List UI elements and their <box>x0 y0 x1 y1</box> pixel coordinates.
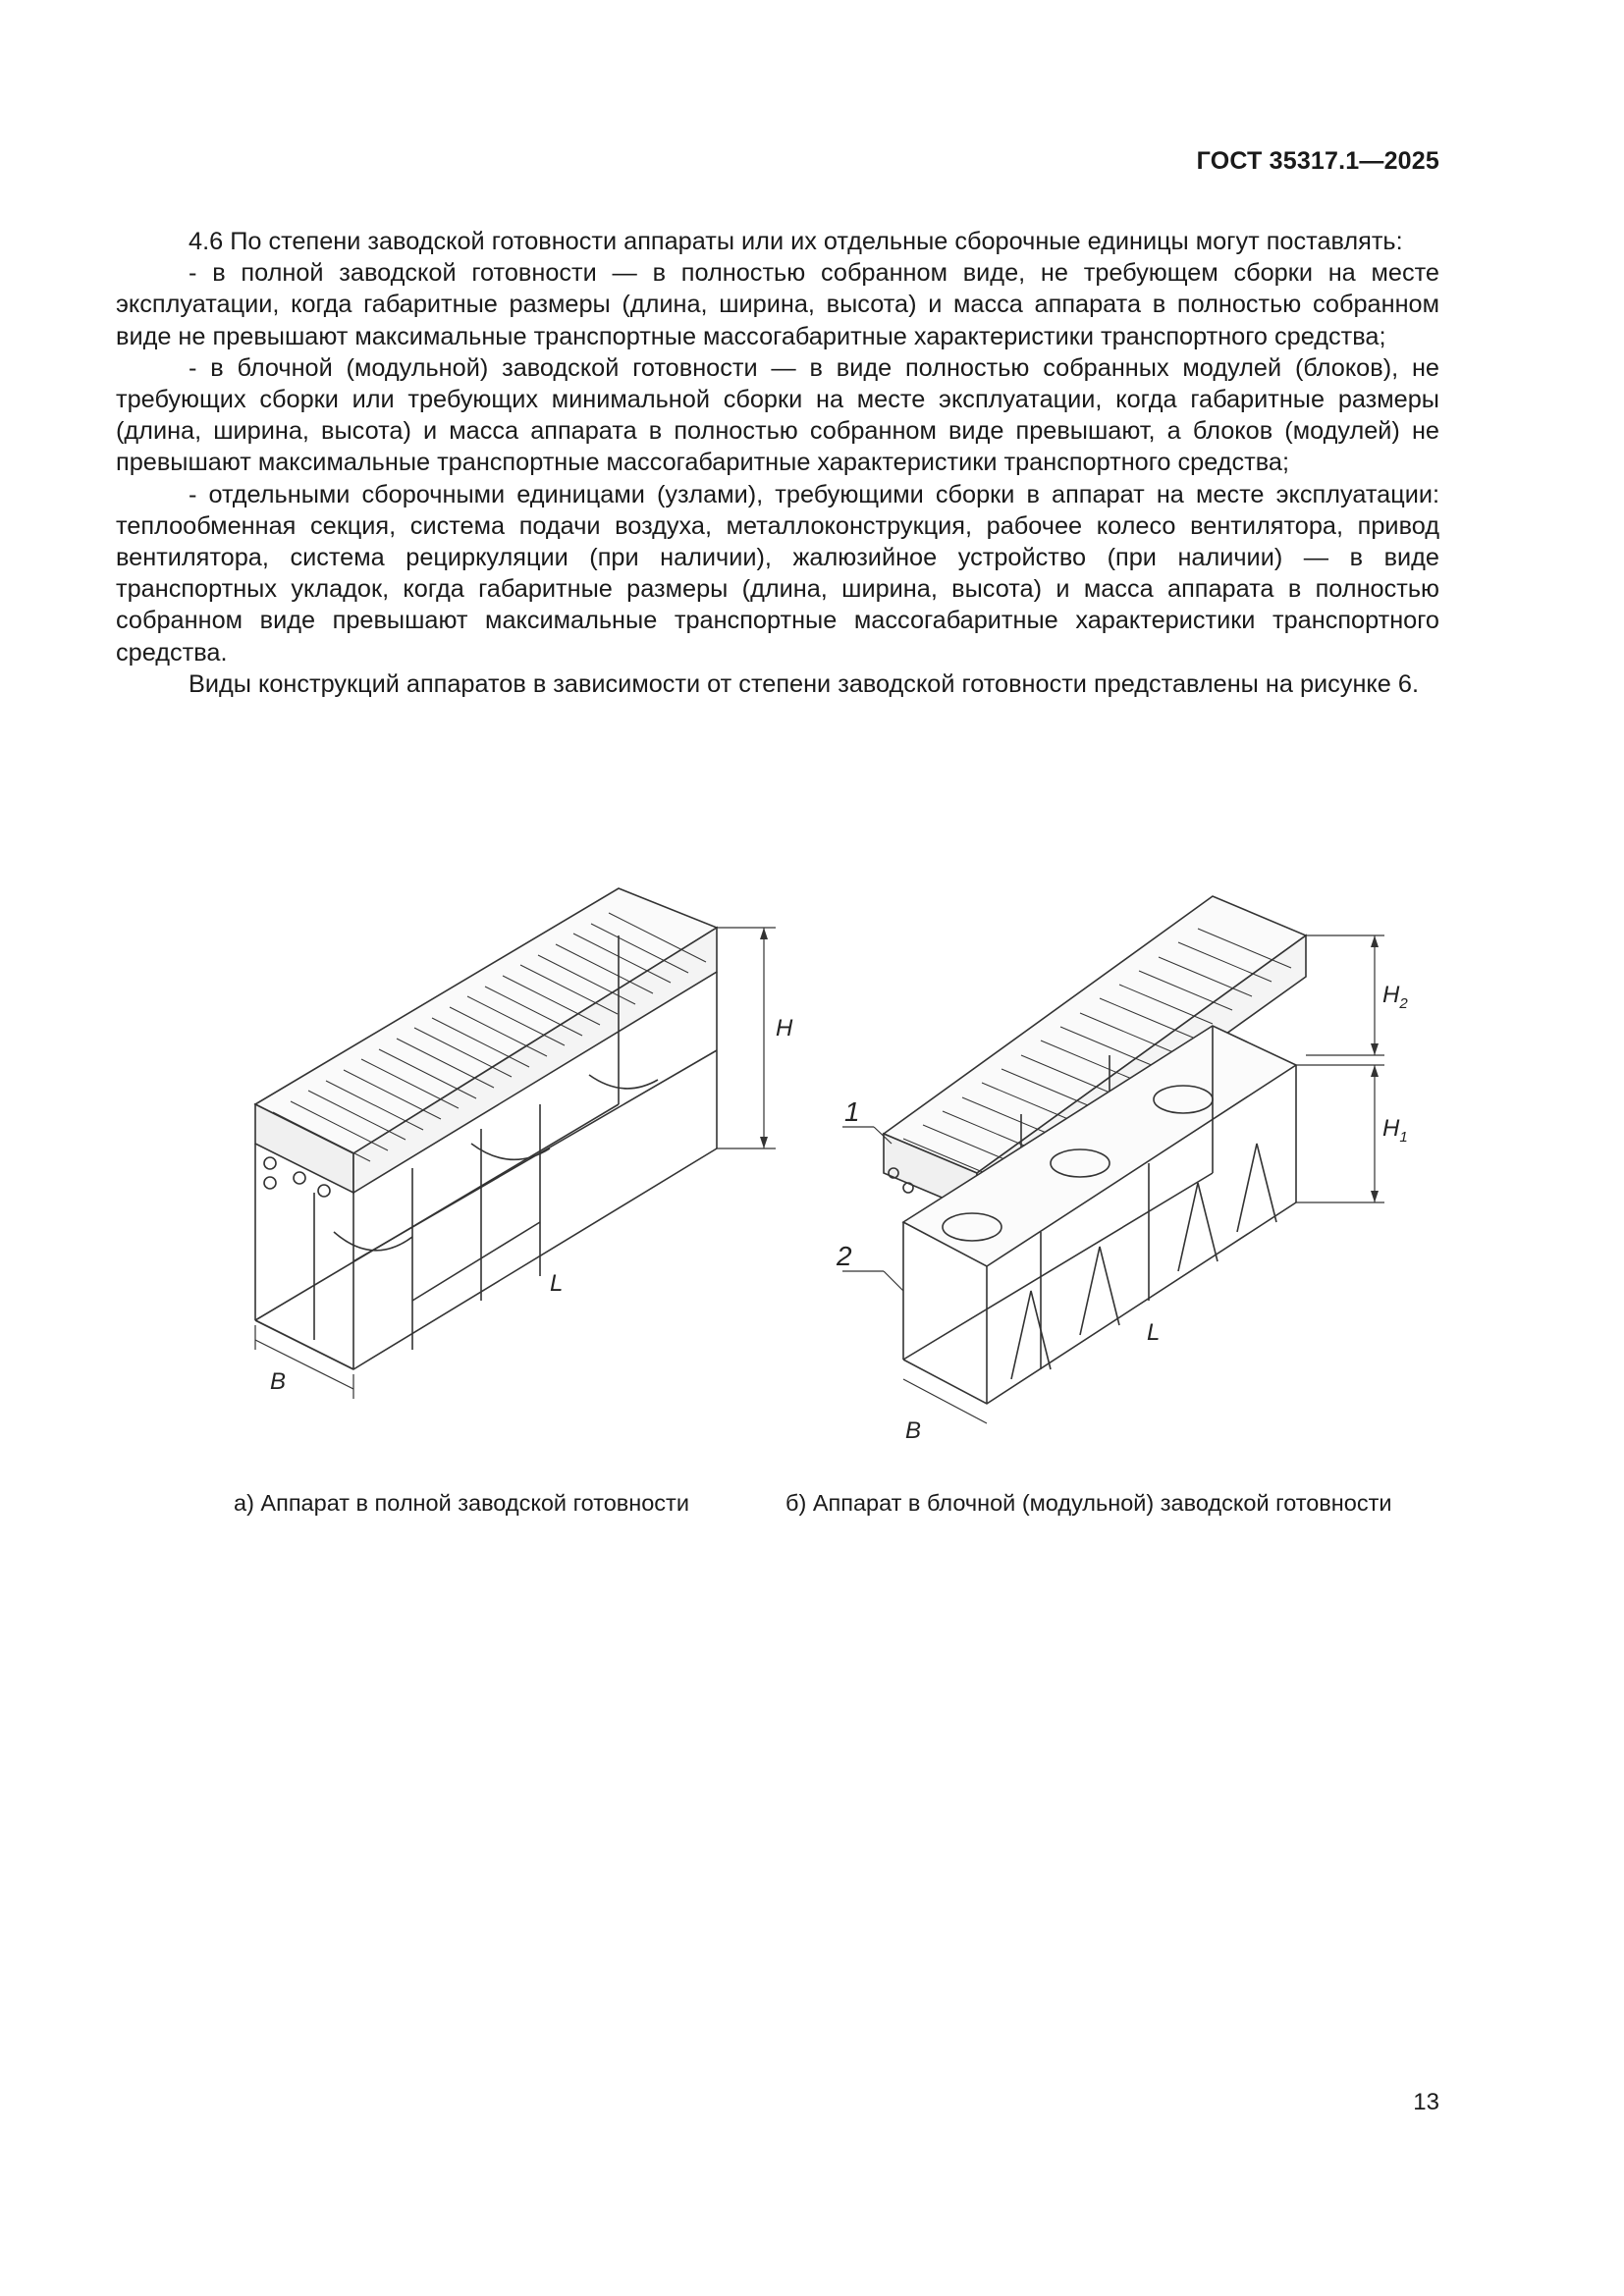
drawing-full-readiness <box>226 879 835 1428</box>
dimension-label-h1: $H_1$ <box>1382 1115 1408 1146</box>
callout-1: 1 <box>844 1096 860 1127</box>
figure-6 <box>226 879 1443 1468</box>
dimension-label-b-modular: B <box>905 1417 922 1444</box>
callout-2: 2 <box>837 1241 852 1271</box>
drawing-modular-readiness <box>815 879 1424 1444</box>
caption-modular-readiness: б) Аппарат в блочной (модульной) заводской готовности <box>785 1490 1392 1516</box>
paragraph-full-readiness: - в полной заводской готовности — в полностью собранном виде, не требующем сборки на месте эксплуатации, когда габаритные размеры (длина, ширина, высота) и масса аппарата в полностью собранном виде не превышают максимальные транспортные массогабаритные характеристики транспортного средства; <box>116 259 1439 350</box>
dimension-label-b: B <box>270 1368 287 1395</box>
paragraph-4-6: 4.6 По степени заводской готовности аппараты или их отдельные сборочные единицы могут поставлять: <box>189 228 1403 255</box>
dimension-label-l-modular: L <box>1147 1319 1161 1346</box>
paragraph-figure-reference: Виды конструкций аппаратов в зависимости от степени заводской готовности представлены на рисунке 6. <box>189 669 1419 698</box>
dimension-label-l: L <box>550 1270 564 1297</box>
paragraph-modular-readiness: - в блочной (модульной) заводской готовности — в виде полностью собранных модулей (блоков), не требующих сборки или требующих минимальной сборки на месте эксплуатации, когда габаритные размеры (длина, ширина, высота) и масса аппарата в полностью собранном виде превышают, а блоков (модулей) не превышают максимальные транспортные массогабаритные характеристики транспортного средства; <box>116 353 1439 477</box>
body-text <box>116 226 1439 700</box>
paragraph-separate-units: - отдельными сборочными единицами (узлами), требующими сборки в аппарат на месте эксплуатации: теплообменная секция, система подачи воздуха, металлоконструкция, рабочее колесо вентилятора, привод вентилятора, система рециркуляции (при наличии), жалюзийное устройство (при наличии) — в виде транспортных укладок, когда габаритные размеры (длина, ширина, высота) и масса аппарата в полностью собранном виде превышают максимальные транспортные массогабаритные характеристики транспортного средства. <box>116 480 1439 667</box>
document-standard-number: ГОСТ 35317.1—2025 <box>1196 147 1439 175</box>
dimension-label-h: H <box>776 1015 793 1041</box>
page-number: 13 <box>1413 2089 1439 2115</box>
dimension-label-h2: $H_2$ <box>1382 982 1408 1012</box>
caption-full-readiness: а) Аппарат в полной заводской готовности <box>234 1490 689 1516</box>
